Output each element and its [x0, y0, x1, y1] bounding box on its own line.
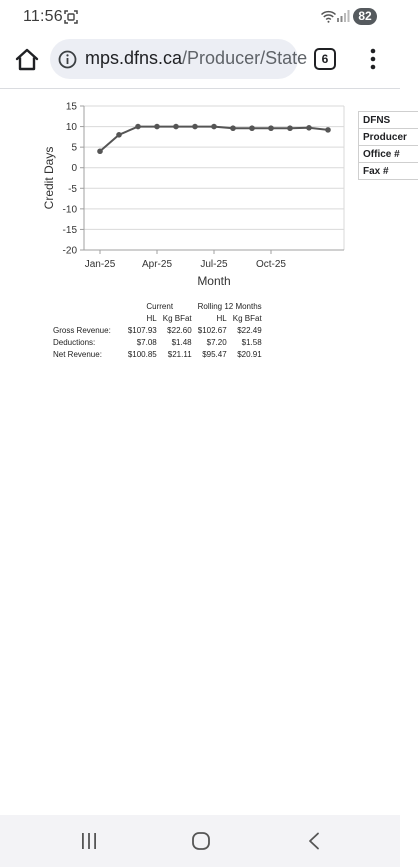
table-row: [50, 324, 265, 336]
data-point: [268, 125, 274, 131]
y-axis-title: Credit Days: [42, 146, 56, 210]
cell-value: $1.48: [171, 337, 192, 347]
data-point: [154, 124, 160, 130]
cell-value: $107.93: [127, 325, 157, 335]
y-tick-label: 5: [71, 142, 77, 154]
y-tick-label: -15: [62, 224, 77, 236]
y-tick-label: 15: [65, 101, 77, 113]
x-tick-label: Oct-25: [255, 259, 287, 270]
info-label: Fax #: [359, 163, 418, 180]
x-tick-label: Jul-25: [200, 259, 228, 270]
data-point: [97, 148, 103, 154]
y-tick-label: 10: [65, 122, 77, 134]
info-row: [359, 112, 418, 129]
group-rolling: Rolling 12 Months: [197, 301, 262, 311]
col-hl: HL: [146, 313, 157, 323]
y-tick-label: -5: [68, 183, 77, 195]
home-icon[interactable]: [14, 47, 40, 73]
web-page: [0, 89, 407, 815]
data-point: [192, 124, 198, 130]
cell-value: $7.20: [206, 337, 227, 347]
row-label: Gross Revenue:: [53, 325, 111, 335]
info-icon[interactable]: [58, 50, 77, 69]
cell-value: $100.85: [127, 349, 157, 359]
info-label: Producer: [359, 129, 418, 146]
recent-apps-icon[interactable]: [80, 832, 98, 850]
url-text: [85, 48, 307, 69]
browser-toolbar: [0, 34, 400, 86]
x-axis-title: Month: [197, 274, 231, 288]
col-kg: Kg BFat: [232, 313, 262, 323]
info-label: DFNS: [359, 112, 418, 129]
cell-value: $7.08: [136, 337, 157, 347]
revenue-table: [50, 300, 265, 360]
row-label: Deductions:: [53, 337, 96, 347]
battery-indicator: 82: [353, 8, 377, 25]
cell-value: $95.47: [202, 349, 227, 359]
group-current: Current: [146, 301, 174, 311]
data-point: [249, 125, 255, 131]
row-label: Net Revenue:: [53, 349, 102, 359]
cell-value: $22.60: [167, 325, 192, 335]
address-bar[interactable]: [50, 39, 308, 79]
x-tick-label: Apr-25: [141, 259, 173, 270]
y-tick-label: -20: [62, 245, 77, 257]
col-kg: Kg BFat: [162, 313, 192, 323]
table-row: [50, 348, 265, 360]
data-point: [325, 127, 331, 133]
info-row: [359, 129, 418, 146]
url-path: /Producer/State: [182, 48, 308, 68]
data-point: [230, 125, 236, 131]
tab-switcher-button[interactable]: 6: [314, 48, 336, 70]
cell-value: $21.11: [167, 349, 192, 359]
producer-info-table: [358, 111, 418, 180]
menu-icon[interactable]: [370, 48, 376, 70]
cell-value: $1.58: [241, 337, 262, 347]
x-tick-label: Jan-25: [84, 259, 116, 270]
url-domain: mps.dfns.ca: [85, 48, 183, 68]
data-point: [135, 124, 141, 130]
signal-icon: [337, 10, 350, 22]
home-circle-icon[interactable]: [191, 831, 211, 851]
y-tick-label: 0: [71, 163, 77, 175]
data-point: [211, 124, 217, 130]
info-row: [359, 146, 418, 163]
back-icon[interactable]: [306, 832, 322, 850]
info-label: Office #: [359, 146, 418, 163]
status-bar: [0, 0, 400, 34]
cell-value: $102.67: [197, 325, 227, 335]
col-hl: HL: [216, 313, 227, 323]
data-point: [173, 124, 179, 130]
revenue-group-header: [50, 300, 265, 312]
system-nav-bar: [0, 815, 400, 867]
screenshot-icon: [64, 10, 78, 24]
cell-value: $22.49: [237, 325, 262, 335]
y-tick-label: -10: [62, 204, 77, 216]
data-point: [287, 125, 293, 131]
cell-value: $20.91: [237, 349, 262, 359]
data-point: [116, 132, 122, 138]
wifi-icon: [321, 10, 336, 23]
credit-days-chart: [0, 89, 352, 294]
info-row: [359, 163, 418, 180]
status-time: 11:56: [23, 8, 63, 25]
revenue-column-header: [50, 312, 265, 324]
table-row: [50, 336, 265, 348]
data-point: [306, 125, 312, 131]
